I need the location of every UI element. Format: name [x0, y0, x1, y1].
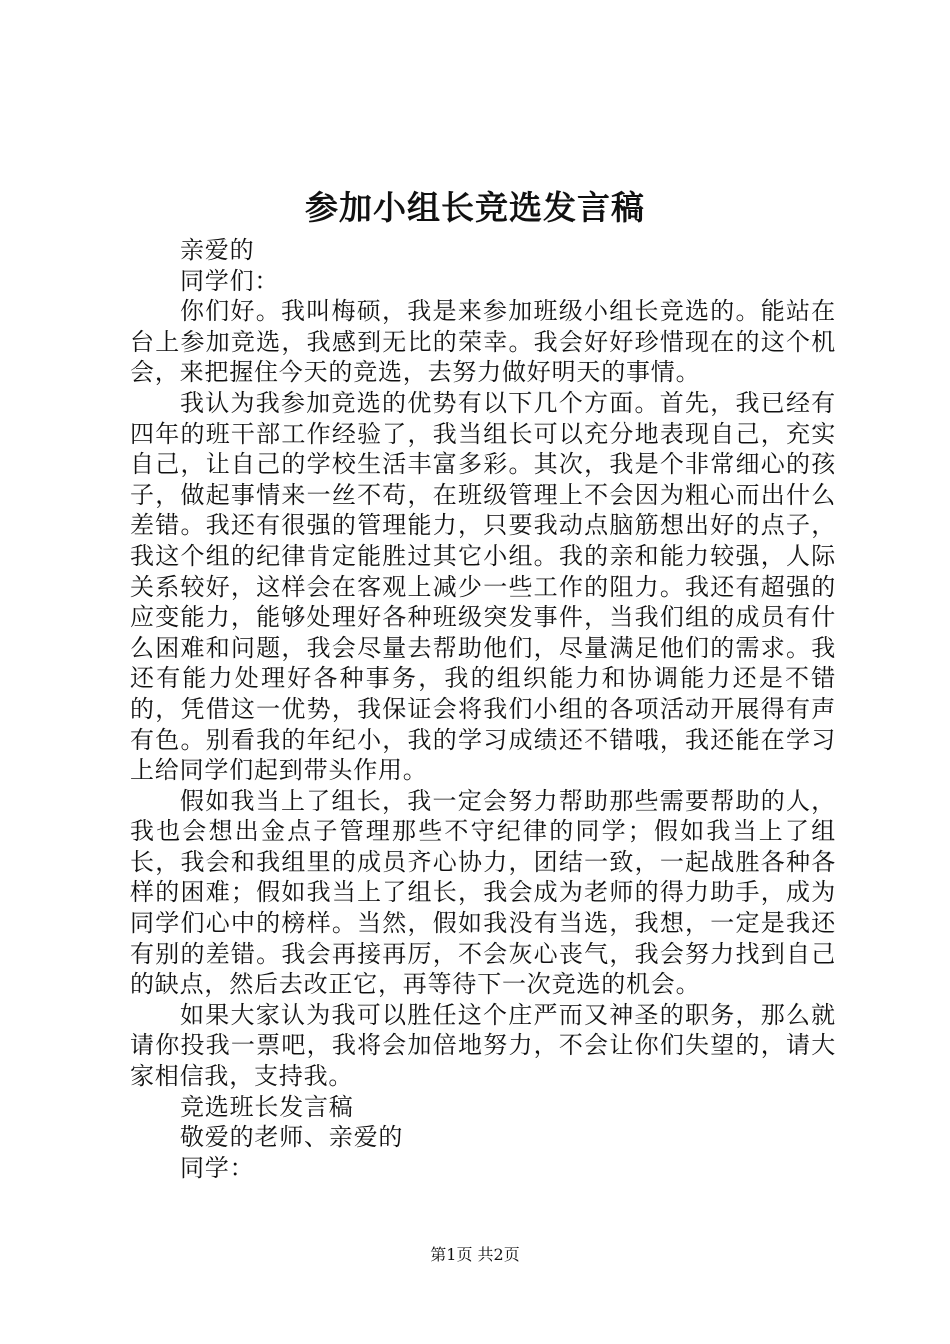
- paragraph-introduction: 你们好。我叫梅硕，我是来参加班级小组长竞选的。能站在台上参加竞选，我感到无比的荣幸。我会好好珍惜现在的这个机会，来把握住今天的竞选，去努力做好明天的事情。: [130, 297, 836, 387]
- second-speech-salutation-1: 敬爱的老师、亲爱的: [180, 1123, 404, 1152]
- document-body: [130, 235, 836, 1183]
- paragraph-advantages: 我认为我参加竞选的优势有以下几个方面。首先，我已经有四年的班干部工作经验了，我当组长可以充分地表现自己，充实自己，让自己的学校生活丰富多彩。其次，我是个非常细心的孩子，做起事情来一丝不苟，在班级管理上不会因为粗心而出什么差错。我还有很强的管理能力，只要我动点脑筋想出好的点子，我这个组的纪律肯定能胜过其它小组。我的亲和能力较强，人际关系较好，这样会在客观上减少一些工作的阻力。我还有超强的应变能力，能够处理好各种班级突发事件，当我们组的成员有什么困难和问题，我会尽量去帮助他们，尽量满足他们的需求。我还有能力处理好各种事务，我的组织能力和协调能力还是不错的，凭借这一优势，我保证会将我们小组的各项活动开展得有声有色。别看我的年纪小，我的学习成绩还不错哦，我还能在学习上给同学们起到带头作用。: [130, 388, 836, 785]
- salutation-line-1: 亲爱的: [180, 236, 255, 264]
- second-speech-title: 竞选班长发言稿: [180, 1092, 354, 1121]
- paragraph-if-elected: 假如我当上了组长，我一定会努力帮助那些需要帮助的人，我也会想出金点子管理那些不守纪律的同学；假如我当上了组长，我会和我组里的成员齐心协力，团结一致，一起战胜各种各样的困难；假如我当上了组长，我会成为老师的得力助手，成为同学们心中的榜样。当然，假如我没有当选，我想，一定是我还有别的差错。我会再接再厉，不会灰心丧气，我会努力找到自己的缺点，然后去改正它，再等待下一次竞选的机会。: [130, 786, 836, 999]
- document-title: 参加小组长竞选发言稿: [305, 188, 645, 227]
- page-footer: 第1页 共2页: [430, 1245, 520, 1264]
- second-speech-salutation-2: 同学：: [180, 1153, 255, 1182]
- salutation-line-2: 同学们：: [180, 266, 280, 295]
- paragraph-closing: 如果大家认为我可以胜任这个庄严而又神圣的职务，那么就请你投我一票吧，我将会加倍地努力，不会让你们失望的，请大家相信我，支持我。: [130, 1000, 836, 1091]
